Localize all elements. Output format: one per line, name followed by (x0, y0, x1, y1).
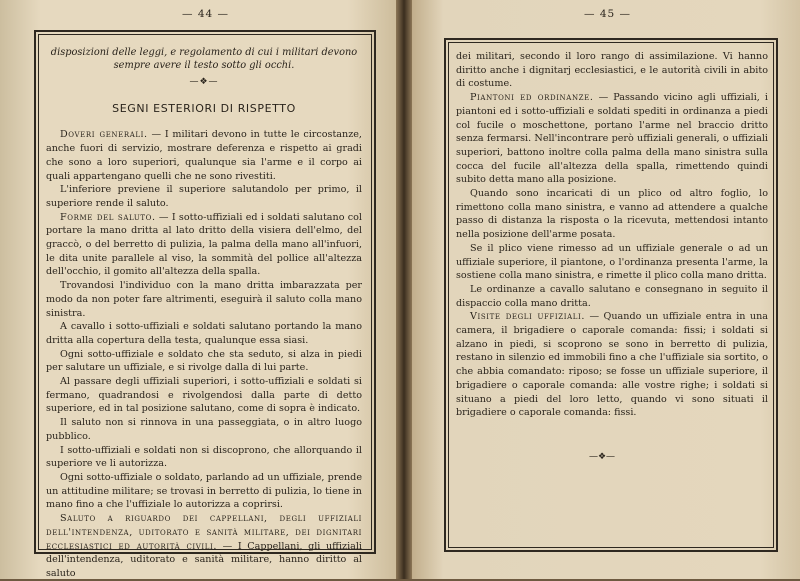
paragraph-text: — Passando vicino agli uffiziali, i piantoni ed i sotto-uffiziali e soldati spediti in ordinanza a piedi col fucile o moschettone, portano l'arme nel braccio dritto senza fermarsi. Nell'incontrare però uffiziali generali, o uffiziali superiori, battono inoltre colla palma della mano sinistra sulla cocca del fucile all'altezza della spalla, rimettendo quindi subito detta mano alla posizione. (456, 92, 769, 186)
paragraph-text: Quando sono incaricati di un plico od altro foglio, lo rimettono colla mano sinistra, e vanno ad attendere a qualche passo di distanza la risposta o la ricevuta, mettendosi intanto nella posizione dell'arme posata. (456, 188, 768, 241)
paragraph (46, 444, 362, 471)
paragraph-text: Il saluto non si rinnova in una passeggiata, o in altro luogo pubblico. (46, 417, 362, 442)
paragraph (46, 279, 362, 320)
paragraph-lead: Visite degli uffiziali. (470, 311, 585, 323)
paragraph (46, 320, 362, 347)
ornament-divider: —❖— (189, 77, 219, 87)
paragraph (456, 283, 768, 310)
paragraph-text: Al passare degli uffiziali superiori, i sotto-uffiziali e soldati si fermano, quadrandosi e rivolgendosi dalla parte di detto superiore, ed in tal posizione salutano, come di sopra è indicato. (46, 376, 362, 415)
paragraph-text: dei militari, secondo il loro rango di assimilazione. Vi hanno diritto anche i dignitarj ecclesiastici, e le autorità civili in abito di costume. (456, 51, 768, 90)
paragraph-text: Trovandosi l'individuo con la mano dritta imbarazzata per modo da non poter fare altrimenti, eseguirà il saluto colla mano sinistra. (46, 280, 362, 319)
right-page (404, 0, 800, 579)
paragraph (46, 211, 362, 280)
paragraph (456, 242, 768, 283)
paragraph (46, 512, 362, 581)
left-paragraphs (46, 128, 362, 580)
right-text-block (456, 50, 768, 420)
ornament-divider-right: —❖— (588, 452, 616, 462)
paragraph-lead: Piantoni ed ordinanze. (470, 92, 594, 104)
paragraph-text: — Quando un uffiziale entra in una camera, il brigadiere o caporale comanda: fissi; i soldati si alzano in piedi, si scoprono se sono in berretto di pulizia, restano in silenzio ed immobili fino a che l'uffiziale sia sortito, o che abbia comandato: riposo; se fosse un uffiziale superiore, il brigadiere o caporale comanda: alle vostre righe; i soldati si situano a piedi del loro letto, quando vi sono situati il brigadiere o caporale comanda: fissi. (456, 311, 768, 419)
section-title: SEGNI ESTERIORI DI RISPETTO (112, 101, 296, 115)
paragraph-text: A cavallo i sotto-uffiziali e soldati salutano portando la mano dritta alla copertura della testa, qualunque essa siasi. (46, 321, 362, 346)
paragraph (46, 375, 362, 416)
paragraph (46, 348, 362, 375)
page-number-left: — 44 — (182, 8, 230, 20)
paragraph-text: — I Cappellani, gli uffiziali dell'intendenza, uditorato e sanità militare, hanno diritto al saluto (46, 540, 362, 579)
page-number-right: — 45 — (584, 8, 632, 20)
paragraph (456, 310, 768, 420)
left-header: disposizioni delle leggi, e regolamento di cui i militari devono sempre avere il testo sotto gli occhi. (50, 47, 358, 71)
right-paragraphs (456, 50, 768, 420)
book-gutter (396, 0, 412, 579)
paragraph (46, 128, 362, 183)
paragraph-text: Le ordinanze a cavallo salutano e consegnano in seguito il dispaccio colla mano dritta. (456, 283, 768, 309)
paragraph-lead: Doveri generali. (60, 129, 148, 141)
paragraph-text: — I militari devono in tutte le circostanze, anche fuori di servizio, mostrare deferenza e rispetto ai gradi che sono a loro superiori, qualunque sia l'arme e il corpo ai quali appartengano quelli che ne sono rivestiti. (46, 129, 362, 182)
paragraph (456, 187, 768, 242)
paragraph-text: I sotto-uffiziali e soldati non si discoprono, che allorquando il superiore ve li autorizza. (46, 444, 362, 470)
paragraph-text: — I sotto-uffiziali ed i soldati salutano col portare la mano dritta al lato dritto della visiera dell'elmo, del graccò, o del berretto di pulizia, la palma della mano all'infuori, le dita unite parallele al viso, la sommità del pollice all'altezza dell'occhio, il gomito all'altezza della spalla. (46, 211, 362, 278)
paragraph (456, 50, 768, 91)
paragraph-text: Se il plico viene rimesso ad un uffiziale generale o ad un uffiziale superiore, il piantone, o l'ordinanza presenta l'arme, la sostiene colla mano sinistra, e rimette il plico colla mano dritta. (456, 242, 768, 282)
paragraph-text: L'inferiore previene il superiore salutandolo per primo, il superiore rende il saluto. (46, 184, 362, 209)
paragraph-text: Ogni sotto-uffiziale e soldato che sta seduto, si alza in piedi per salutare un uffiziale, e si rivolge dalla di lui parte. (46, 348, 362, 374)
paragraph-lead: Forme del saluto. (60, 211, 156, 223)
paragraph-lead: Saluto a riguardo dei cappellani, degli uffiziali dell'intendenza, uditorato e sanità militare, dei dignitari ecclesiastici ed autorità civili. (46, 513, 362, 552)
left-text-block (46, 46, 362, 581)
paragraph (46, 416, 362, 443)
paragraph (46, 183, 362, 210)
paragraph-text: Ogni sotto-uffiziale o soldato, parlando ad un uffiziale, prende un attitudine militare; se trovasi in berretto di pulizia, lo tiene in mano fino a che l'uffiziale lo autorizza a coprirsi. (46, 471, 362, 511)
paragraph (456, 91, 768, 187)
paragraph (46, 471, 362, 512)
